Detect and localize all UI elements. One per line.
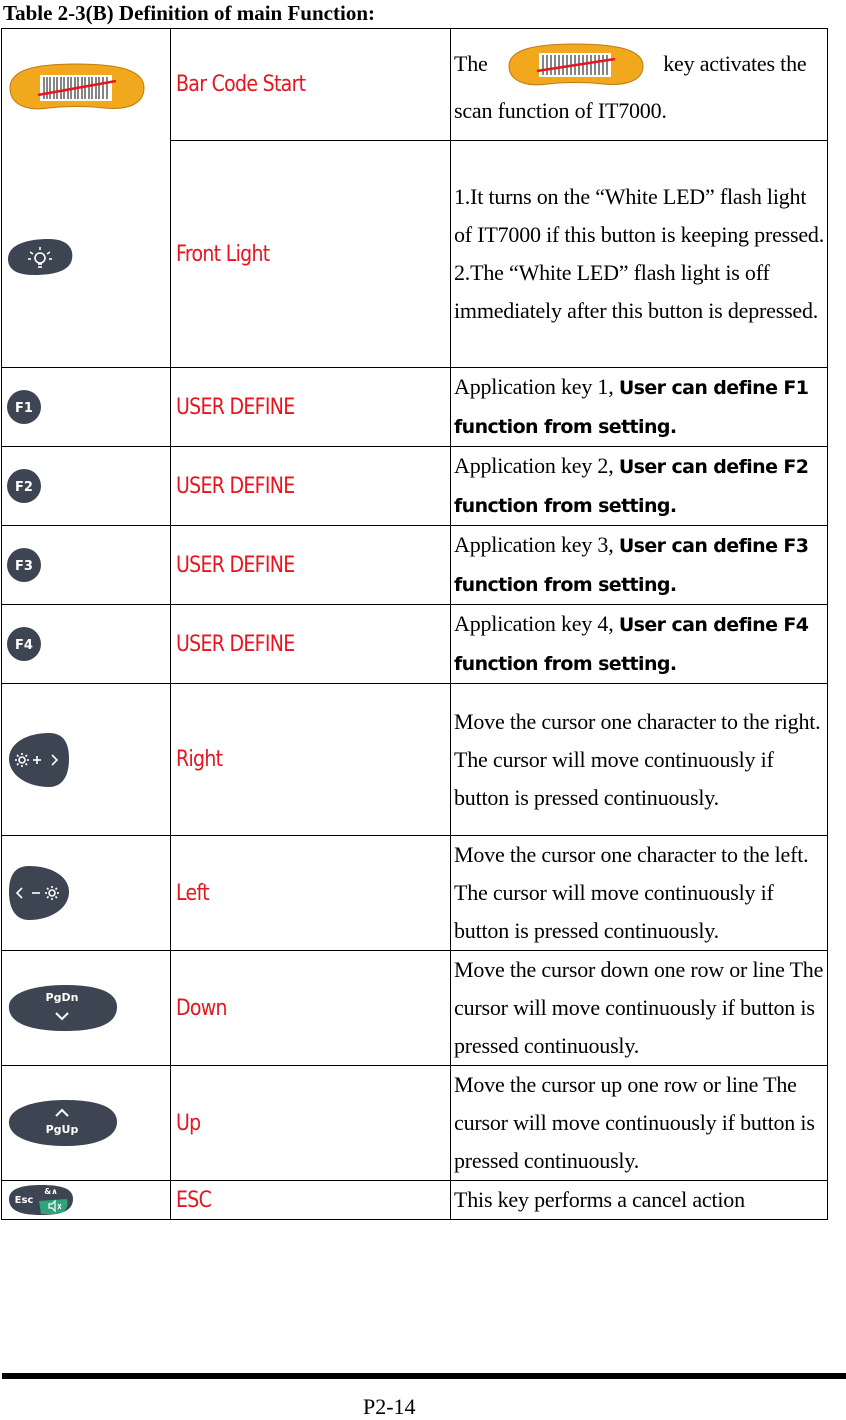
- svg-text:F3: F3: [15, 559, 33, 574]
- description: Move the cursor one character to the right. The cursor will move continuously if button is pressed continuously.: [454, 708, 821, 810]
- function-name: Down: [176, 995, 227, 1021]
- function-name: Up: [176, 1110, 201, 1136]
- function-table: [1, 28, 828, 1220]
- page-number: P2-14: [363, 1394, 416, 1419]
- description-cell: [451, 447, 828, 526]
- function-name-cell: [171, 836, 451, 951]
- description: Application key 2, User can define F2 function from setting.: [454, 453, 809, 517]
- footer-divider: [2, 1373, 846, 1379]
- icon-cell: [2, 951, 171, 1066]
- table-row: [2, 1066, 828, 1181]
- description-cell: [451, 526, 828, 605]
- f4-key-icon: [5, 624, 45, 664]
- icon-cell: [2, 1181, 171, 1220]
- description: Application key 3, User can define F3 function from setting.: [454, 532, 809, 596]
- description: 1.It turns on the “White LED” flash light of IT7000 if this button is keeping pressed. 2.The “White LED” flash light is off immediately after this button is depressed.: [454, 184, 825, 323]
- function-name: Front Light: [176, 241, 270, 267]
- description: Move the cursor down one row or line The cursor will move continuously if button is pressed continuously.: [454, 957, 824, 1058]
- function-name: Bar Code Start: [176, 72, 306, 97]
- function-name-cell: [171, 951, 451, 1066]
- description-cell: [451, 141, 828, 368]
- function-name-cell: [171, 605, 451, 684]
- description-cell: [451, 29, 828, 141]
- function-name-cell: [171, 29, 451, 141]
- description: Move the cursor up one row or line The cursor will move continuously if button is pressed continuously.: [454, 1072, 815, 1173]
- svg-text:PgDn: PgDn: [45, 991, 79, 1004]
- description-cell: [451, 951, 828, 1066]
- table-row: [2, 29, 828, 141]
- esc-key-icon: [5, 1183, 77, 1217]
- function-name: USER DEFINE: [176, 473, 295, 499]
- table-row: [2, 368, 828, 447]
- svg-text:F2: F2: [15, 480, 33, 495]
- table-row: [2, 684, 828, 836]
- light-bulb-key-icon: [4, 233, 76, 279]
- table-title: Table 2-3(B) Definition of main Function:: [3, 1, 375, 25]
- description-cell: [451, 368, 828, 447]
- function-name: USER DEFINE: [176, 394, 295, 420]
- svg-text:F1: F1: [15, 401, 33, 416]
- function-name-cell: [171, 526, 451, 605]
- icon-cell: [2, 526, 171, 605]
- f2-key-icon: [5, 466, 45, 506]
- table-row: [2, 605, 828, 684]
- icon-cell: [2, 368, 171, 447]
- function-name: USER DEFINE: [176, 631, 295, 657]
- function-name-cell: [171, 141, 451, 368]
- description: Move the cursor one character to the left. The cursor will move continuously if button is pressed continuously.: [454, 842, 809, 943]
- description: The key activates the scan function of IT7000.: [454, 40, 825, 130]
- table-row: [2, 836, 828, 951]
- function-name: Right: [176, 747, 223, 772]
- table-row: [2, 526, 828, 605]
- function-name: Left: [176, 880, 209, 906]
- description-cell: [451, 684, 828, 836]
- function-name: ESC: [176, 1187, 212, 1213]
- function-name-cell: [171, 1181, 451, 1220]
- f3-key-icon: [5, 545, 45, 585]
- function-name-cell: [171, 684, 451, 836]
- left-key-icon: [5, 862, 73, 924]
- svg-text:F4: F4: [15, 638, 33, 653]
- table-row: [2, 1181, 828, 1220]
- description-cell: [451, 1181, 828, 1220]
- icon-cell: [2, 836, 171, 951]
- description-cell: [451, 605, 828, 684]
- icon-cell: [2, 684, 171, 836]
- description-cell: [451, 1066, 828, 1181]
- table-row: [2, 951, 828, 1066]
- description: This key performs a cancel action: [454, 1187, 745, 1212]
- barcode-key-icon: [4, 58, 149, 118]
- barcode-key-icon: [503, 40, 648, 92]
- description: Application key 1, User can define F1 function from setting.: [454, 374, 809, 438]
- description: Application key 4, User can define F4 function from setting.: [454, 611, 809, 675]
- function-name: USER DEFINE: [176, 552, 295, 578]
- svg-text:PgUp: PgUp: [45, 1123, 79, 1136]
- description-cell: [451, 836, 828, 951]
- f1-key-icon: [5, 387, 45, 427]
- icon-cell: [2, 447, 171, 526]
- function-name-cell: [171, 368, 451, 447]
- function-name-cell: [171, 1066, 451, 1181]
- svg-text:Esc: Esc: [14, 1195, 34, 1206]
- pgdn-key-icon: [5, 981, 121, 1035]
- right-key-icon: [5, 729, 71, 791]
- icon-cell: [2, 605, 171, 684]
- icon-cell: [2, 1066, 171, 1181]
- pgup-key-icon: [5, 1096, 121, 1150]
- icon-cell: [2, 29, 171, 368]
- table-row: [2, 447, 828, 526]
- function-name-cell: [171, 447, 451, 526]
- svg-text:&∧: &∧: [44, 1187, 58, 1196]
